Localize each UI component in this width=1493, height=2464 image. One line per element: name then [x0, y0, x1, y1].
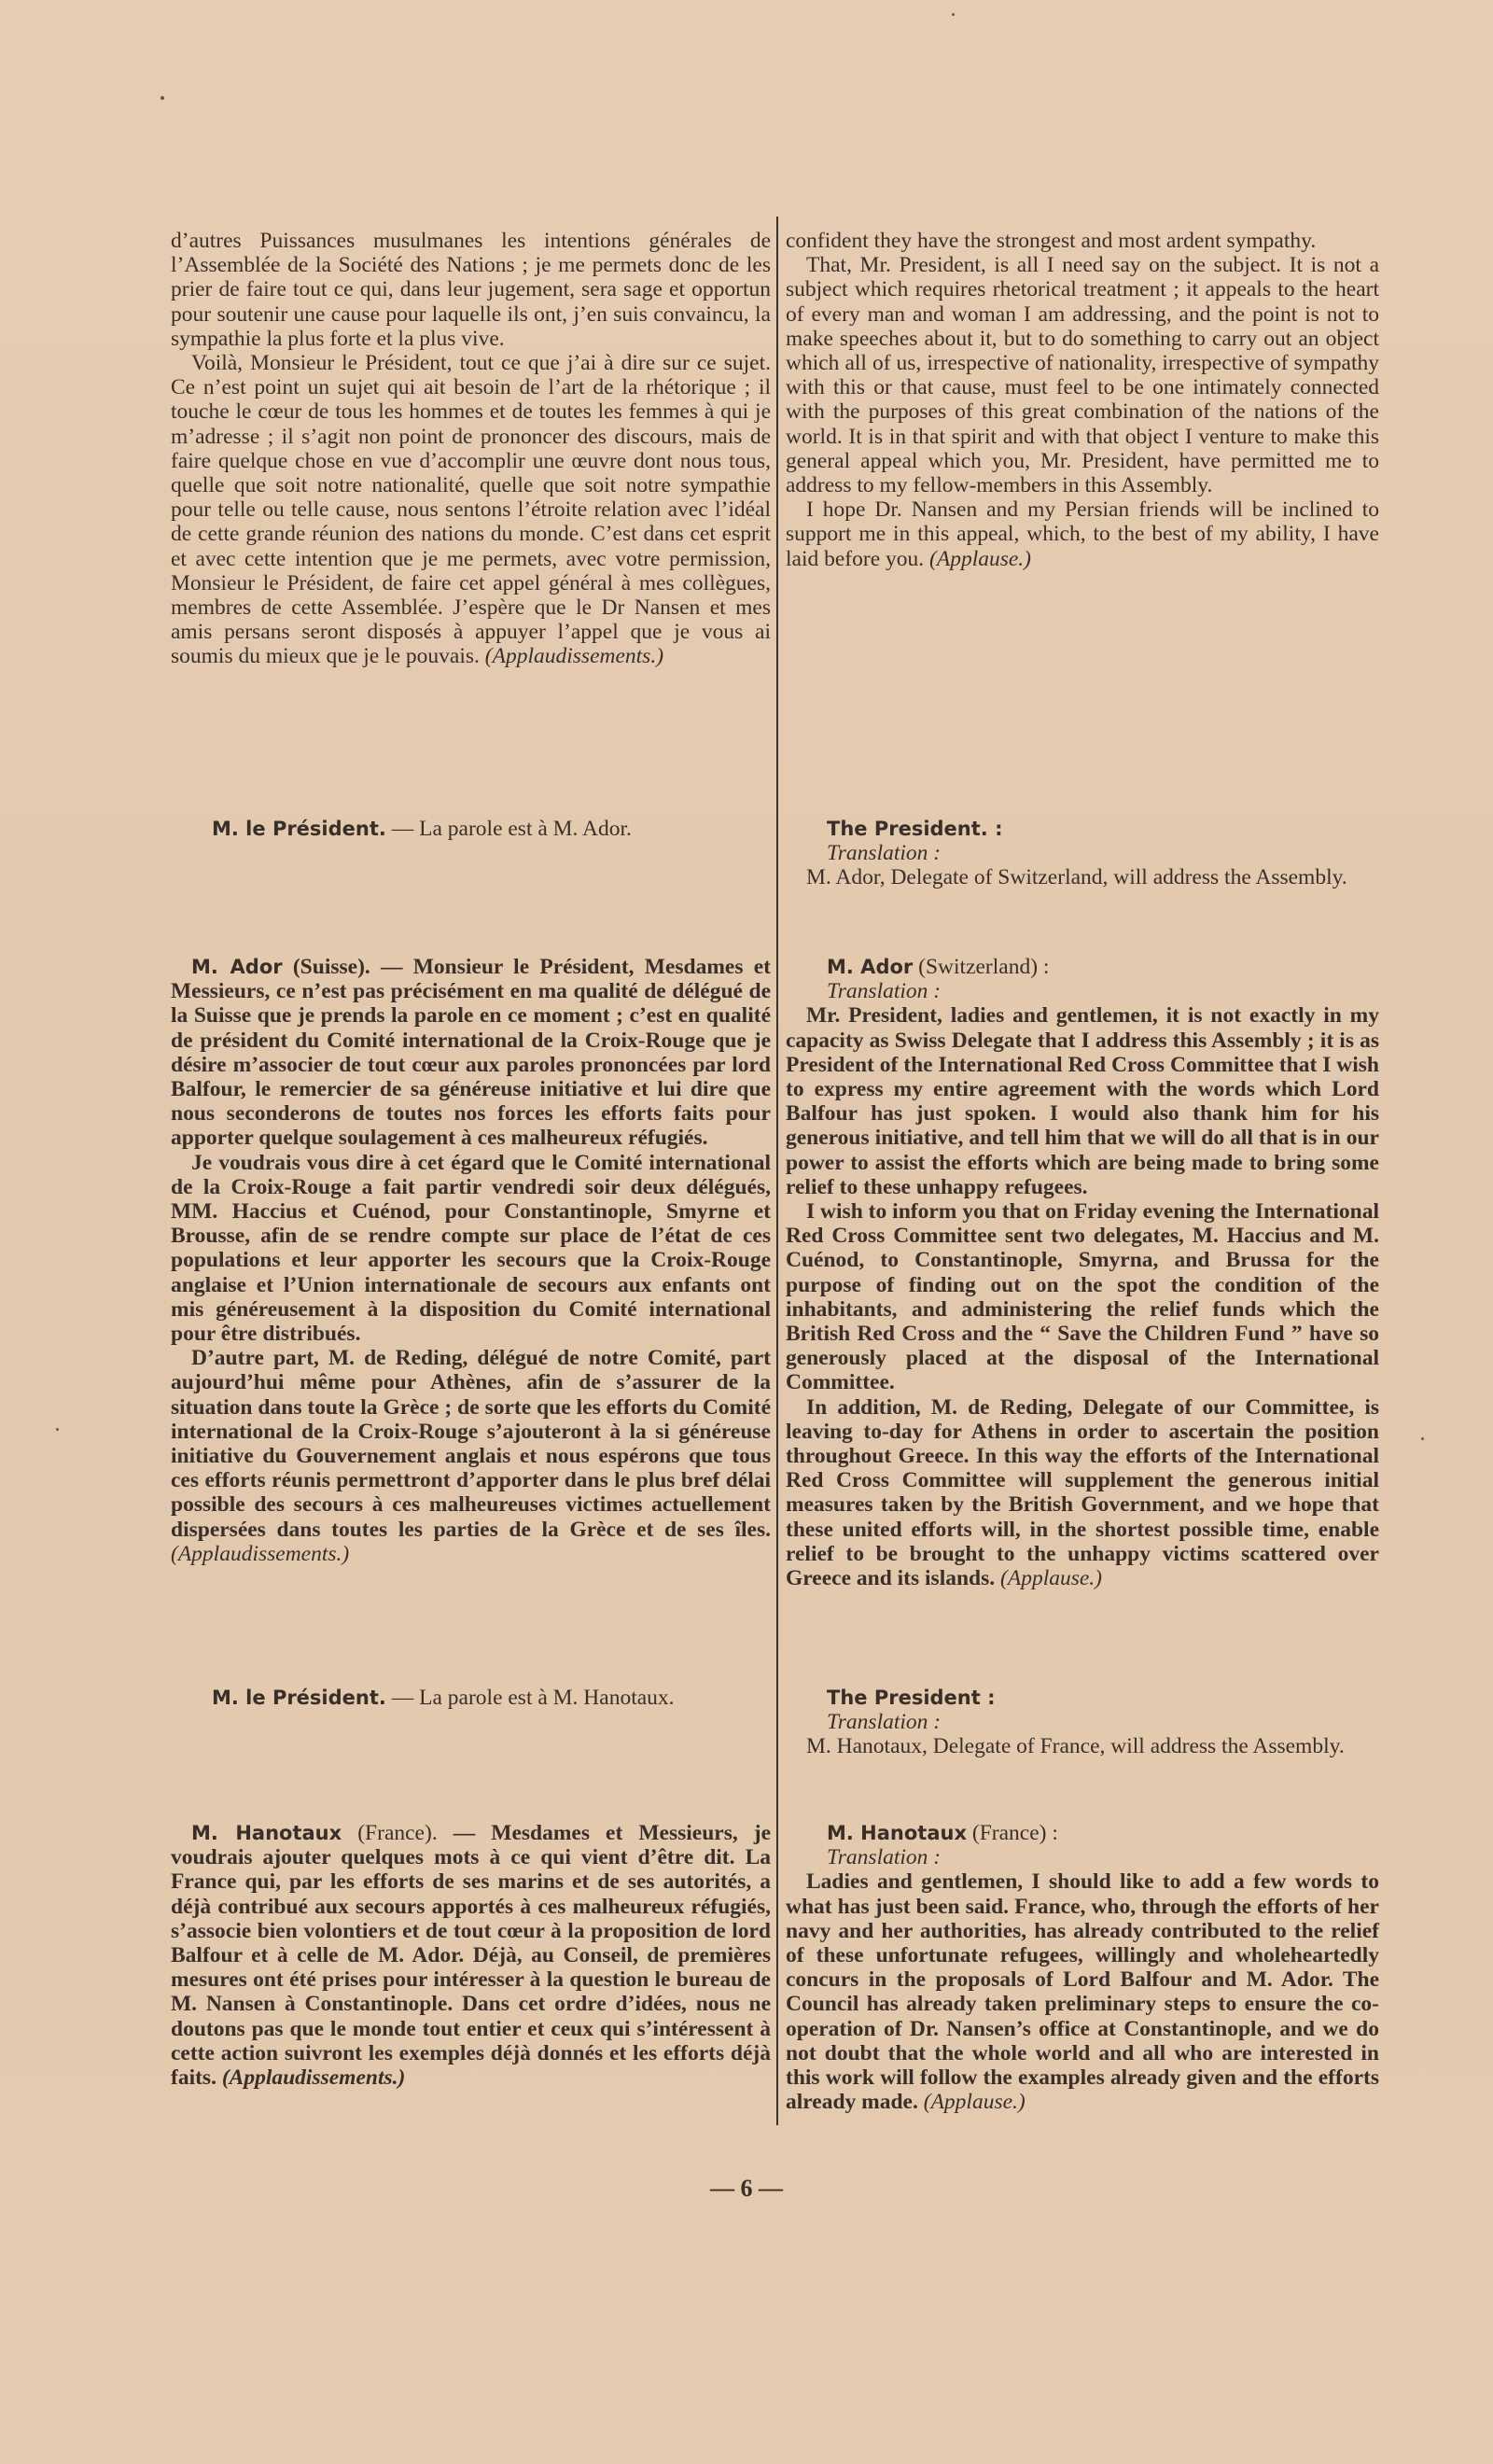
english-balfour-end	[786, 229, 1379, 571]
applause-note: (Applaudissements.)	[171, 1541, 350, 1566]
paragraph: M. Hanotaux (France). — Mesdames et Messieurs, je voudrais ajouter quelques mots à ce qui vient d’être dit. La France qui, par les efforts de ses marins et de ses autorités, a déjà contribué aux secours apportés à ces malheureux réfugiés, s’associe bien volontiers et de tout cœur à la proposition de lord Balfour et à celle de M. Ador. Déjà, au Conseil, de premières mesures ont été prises pour intéresser à la question le bureau de M. Nansen à Constantinople. Dans cet ordre d’idées, nous ne doutons pas que le monde tout entier et ceux qui s’intéressent à cette action suivront les exemples déjà donnés et les efforts déjà faits. (Applaudissements.)	[171, 1821, 772, 2091]
english-president-2	[786, 1686, 1379, 1759]
speaker-name: M. le Président.	[212, 818, 386, 840]
english-ador-speech: M. Ador (Switzerland) : Translation : Mr. President, ladies and gentlemen, it is not exactly in my capacity as Swiss Delegate that I address this Assembly ; it is as President of the International Red Cross Committee that I wish to express my entire agreement with the words which Lord Balfour has just spoken. I would also thank him for his generous initiative, and tell him that we will do all that is in our power to assist the efforts which are being made to bring some relief to these unhappy refugees. I wish to inform you that on Friday evening the International Red Cross Committee sent two delegates, M. Haccius and M. Cuénod, to Constantinople, Smyrna, and Brussa for the purpose of finding out on the spot the condition of the inhabitants, and administering the relief funds which the British Red Cross and the “ Save the Children Fund ” have so generously placed at the disposal of the International Committee. In addition, M. de Reding, Delegate of our Committee, is leaving to-day for Athens in order to ascertain the position throughout Greece. In this way the efforts of the International Red Cross Committee will supplement the generous initial measures taken by the British Government, and we hope that these united efforts will, in the shortest possible time, enable relief to be brought to the unhappy victims scattered over Greece and its islands. (Applause.)	[786, 955, 1379, 1591]
paragraph: Ladies and gentlemen, I should like to add a few words to what has just been said. France, who, through the efforts of her navy and her authorities, has already contributed to the relief of these unfortunate refugees, willingly and wholeheartedly concurs in the proposals of Lord Balfour and M. Ador. The Council has already taken preliminary steps to ensure the co-operation of Dr. Nansen’s office at Constantinople, and we do not doubt that the whole world and all who are interested in this work will follow the examples already given and the efforts already made. (Applause.)	[786, 1869, 1379, 2115]
english-president-1	[786, 817, 1379, 890]
page-number: — 6 —	[710, 2175, 783, 2202]
speaker-name: M. le Président.	[212, 1687, 386, 1709]
translation-label: Translation :	[827, 841, 942, 866]
paragraph: Mr. President, ladies and gentlemen, it is not exactly in my capacity as Swiss Delegate that I address this Assembly ; it is as President of the International Red Cross Committee that I wish to express my entire agreement with the words which Lord Balfour has just spoken. I would also thank him for his generous initiative, and tell him that we will do all that is in our power to assist the efforts which are being made to bring some relief to these unhappy refugees.	[786, 1003, 1379, 1199]
paragraph: M. Ador (Suisse). — Monsieur le Président, Mesdames et Messieurs, ce n’est pas précisément en ma qualité de délégué de la Suisse que je prends la parole en ce moment ; c’est en qualité de président du Comité international de la Croix-Rouge que je désire m’associer de tout cœur aux paroles prononcées par lord Balfour, le remercier de sa généreuse initiative et lui dire que nous seconderons de toutes nos forces les efforts faits pour apporter quelque soulagement à ces malheureux réfugiés.	[171, 955, 771, 1151]
speaker-name: M. Hanotaux	[191, 1822, 342, 1844]
paragraph: In addition, M. de Reding, Delegate of our Committee, is leaving to-day for Athens in order to ascertain the position throughout Greece. In this way the efforts of the International Red Cross Committee will supplement the generous initial measures taken by the British Government, and we hope that these united efforts will, in the shortest possible time, enable relief to be brought to the unhappy victims scattered over Greece and its islands. (Applause.)	[786, 1394, 1379, 1591]
paragraph: confident they have the strongest and most ardent sympathy.	[786, 229, 1317, 253]
speaker-name: M. Hanotaux	[827, 1822, 968, 1844]
paragraph: M. Hanotaux, Delegate of France, will address the Assembly.	[806, 1734, 1345, 1759]
speaker-name: The President :	[827, 1687, 996, 1709]
translation-label: Translation :	[827, 1710, 942, 1735]
speaker-name: M. Ador	[827, 956, 914, 978]
paragraph: I wish to inform you that on Friday evening the International Red Cross Committee sent two delegates, M. Haccius and M. Cuénod, to Constantinople, Smyrna, and Brussa for the purpose of finding out on the spot the condition of the inhabitants, and administering the relief funds which the British Red Cross and the “ Save the Children Fund ” have so generously placed at the disposal of the International Committee.	[786, 1199, 1379, 1395]
english-hanotaux-speech: M. Hanotaux (France) : Translation : Ladies and gentlemen, I should like to add a few words to what has just been said. France, who, through the efforts of her navy and her authorities, has already contributed to the relief of these unfortunate refugees, willingly and wholeheartedly concurs in the proposals of Lord Balfour and M. Ador. The Council has already taken preliminary steps to ensure the co-operation of Dr. Nansen’s office at Constantinople, and we do not doubt that the whole world and all who are interested in this work will follow the examples already given and the efforts already made. (Applause.)	[786, 1821, 1379, 2115]
french-balfour-end	[171, 229, 771, 669]
paragraph: d’autres Puissances musulmanes les intentions générales de l’Assemblée de la Société des Nations ; je me permets donc de les prier de faire tout ce qui, dans leur jugement, sera sage et opportun pour soutenir une cause pour laquelle ils ont, j’en suis convaincu, la sympathie la plus forte et la plus vive.	[171, 229, 771, 351]
paragraph: Voilà, Monsieur le Président, tout ce que j’ai à dire sur ce sujet. Ce n’est point un sujet qui ait besoin de l’art de la rhétorique ; il touche le cœur de tous les hommes et de toutes les femmes à qui je m’adresse ; il s’agit non point de prononcer des discours, mais de faire quelque chose en vue d’accomplir une œuvre dont nous tous, quelle que soit notre nationalité, quelle que soit notre sympathie pour telle ou telle cause, nous sentons l’étroite relation avec l’idéal de cette grande réunion des nations du monde. C’est dans cet esprit et avec cette intention que je me permets, avec votre permission, Monsieur le Président, de faire cet appel général à mes collègues, membres de cette Assemblée. J’espère que le Dr Nansen et mes amis persans seront disposés à appuyer l’appel que je vous ai soumis du mieux que je le pouvais. (Applaudissements.)	[171, 351, 771, 669]
paper-speck	[1421, 1437, 1424, 1440]
column-divider	[776, 217, 778, 2125]
paragraph: M. Ador, Delegate of Switzerland, will address the Assembly.	[806, 865, 1347, 890]
french-ador-speech	[171, 955, 771, 1566]
paper-speck	[56, 1428, 59, 1431]
paper-speck	[952, 13, 955, 16]
applause-note: (Applause.)	[923, 2090, 1026, 2115]
paragraph: I hope Dr. Nansen and my Persian friends will be inclined to support me in this appeal, which, to the best of my ability, I have laid before you. (Applause.)	[786, 497, 1379, 571]
applause-note: (Applause.)	[929, 546, 1032, 571]
applause-note: (Applause.)	[1000, 1566, 1103, 1591]
paper-speck	[160, 96, 164, 100]
french-hanotaux-speech	[171, 1821, 771, 2090]
speaker-name: The President. :	[827, 818, 1003, 840]
paragraph: Je voudrais vous dire à cet égard que le Comité international de la Croix-Rouge a fait partir vendredi soir deux délégués, MM. Haccius et Cuénod, pour Constantinople, Smyrne et Brousse, afin de se rendre compte sur place de l’état de ces populations et leur apporter les secours que la Croix-Rouge anglaise et l’Union internationale de secours aux enfants ont mis généreusement à la disposition du Comité international pour être distribués.	[171, 1150, 771, 1347]
applause-note: (Applaudissements.)	[484, 644, 664, 669]
paragraph: That, Mr. President, is all I need say on the subject. It is not a subject which requires rhetorical treatment ; it appeals to the heart of every man and woman I am addressing, and the point is not to make speeches about it, but to do something to carry out an object which all of us, irrespective of nationality, irrespective of sympathy with this or that cause, must feel to be one intimately connected with the purposes of this great combination of the nations of the world. It is in that spirit and with that object I venture to make this general appeal which you, Mr. President, have permitted me to address to my fellow-members in this Assembly.	[786, 253, 1379, 498]
french-president-2: M. le Président. — La parole est à M. Hanotaux.	[212, 1686, 675, 1710]
french-president-1: M. le Président. — La parole est à M. Ador.	[212, 817, 632, 841]
speaker-name: M. Ador	[191, 956, 283, 978]
translation-label: Translation :	[827, 1845, 942, 1870]
applause-note: (Applaudissements.)	[221, 2065, 406, 2091]
paragraph: D’autre part, M. de Reding, délégué de notre Comité, part aujourd’hui même pour Athènes, afin de s’assurer de la situation dans toute la Grèce ; de sorte que les efforts du Comité international de la Croix-Rouge s’ajouteront à la si généreuse initiative du Gouvernement anglais et nous espérons que tous ces efforts réunis permettront d’apporter dans le plus bref délai possible des secours à ces malheureuses victimes actuellement dispersées dans toutes les parties de la Grèce et de ses îles. (Applaudissements.)	[171, 1346, 771, 1566]
translation-label: Translation :	[827, 979, 942, 1004]
